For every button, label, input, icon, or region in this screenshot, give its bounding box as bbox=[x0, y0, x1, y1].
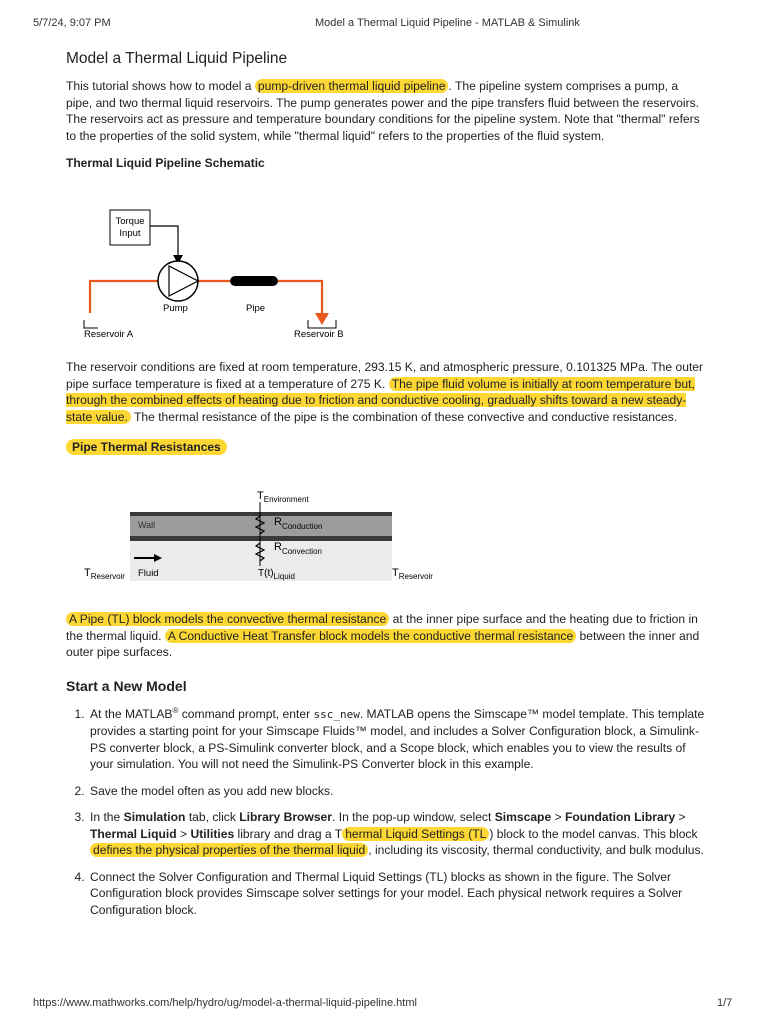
article bbox=[66, 50, 706, 170]
flow-line-left bbox=[90, 281, 158, 313]
schematic-heading: Thermal Liquid Pipeline Schematic bbox=[66, 156, 265, 170]
fluid-label: Fluid bbox=[138, 568, 159, 579]
start-new-model-heading: Start a New Model bbox=[66, 677, 187, 694]
reservoir-a-label: Reservoir A bbox=[84, 329, 134, 340]
pipe-icon bbox=[230, 276, 278, 286]
steps-list bbox=[66, 703, 706, 919]
print-datetime: 5/7/24, 9:07 PM bbox=[33, 17, 111, 29]
reservoir-a-icon bbox=[84, 320, 98, 328]
pipeline-schematic bbox=[70, 195, 370, 345]
block-models-paragraph: A Pipe (TL) block models the convective thermal resistance at the inner pipe surface and the heating due to friction in the thermal liquid. A Conductive Heat Transfer block models the conductive thermal resistance between the inner and outer pipe surfaces. bbox=[66, 612, 700, 659]
reservoir-b-label: Reservoir B bbox=[294, 329, 344, 340]
outer-wall-edge bbox=[130, 512, 392, 516]
pump-label: Pump bbox=[163, 303, 188, 314]
t-liquid-label: $T(t)_{Liquid}$ bbox=[258, 568, 295, 581]
t-reservoir-left-label: $T_{Reservoir}$ bbox=[84, 567, 125, 581]
ssc-new-code: ssc_new bbox=[313, 707, 360, 721]
article-section-3 bbox=[66, 611, 706, 928]
r-convection-label: $R_{Convection}$ bbox=[274, 541, 322, 556]
article-section-2 bbox=[66, 359, 706, 456]
step-2: 2. Save the model often as you add new blocks. bbox=[88, 783, 706, 800]
resistance-heading: Pipe Thermal Resistances bbox=[66, 439, 227, 455]
thermal-resistance-diagram bbox=[82, 486, 452, 586]
intro-paragraph: This tutorial shows how to model a pump-driven thermal liquid pipeline . The pipeline system comprises a pump, a pipe, and two thermal liquid reservoirs. The pump generates power and the pipe transfers fluid between the reservoirs. The reservoirs act as pressure and temperature boundary conditions for the pipeline system. Note that "thermal" refers to the properties of the solid system, while "thermal liquid" refers to the properties of the fluid system. bbox=[66, 79, 700, 143]
para3-highlight-2: A Conductive Heat Transfer block models the conductive thermal resistance bbox=[165, 629, 576, 643]
step-3: 3. In the Simulation tab, click Library Browser. In the pop-up window, select Simscape > Foundation Library > Thermal Liquid > Utilities library and drag a T hermal Liquid Settings (TL ) block to the model canvas. This block defines the physical properties of the thermal liquid , including its viscosity, thermal conductivity, and bulk modulus. bbox=[88, 809, 706, 859]
print-page-title: Model a Thermal Liquid Pipeline - MATLAB & Simulink bbox=[315, 17, 580, 29]
step-4: 4. Connect the Solver Configuration and Thermal Liquid Settings (TL) blocks as shown in the figure. The Solver Configuration block provides Simscape solver settings for your model. Each physical network requires a Solver Configuration block. bbox=[88, 869, 706, 919]
step3-highlight-2: defines the physical properties of the thermal liquid bbox=[90, 843, 368, 857]
para3-highlight-1: A Pipe (TL) block models the convective thermal resistance bbox=[66, 612, 389, 626]
print-page-count: 1/7 bbox=[717, 997, 733, 1009]
t-environment-label: $T_{Environment}$ bbox=[257, 490, 309, 504]
print-url[interactable]: https://www.mathworks.com/help/hydro/ug/model-a-thermal-liquid-pipeline.html bbox=[33, 997, 417, 1009]
t-reservoir-right-label: $T_{Reservoir}$ bbox=[392, 567, 433, 581]
intro-highlight: pump-driven thermal liquid pipeline bbox=[255, 79, 449, 93]
step3-highlight-1: hermal Liquid Settings (TL bbox=[342, 827, 489, 841]
flow-arrowhead bbox=[315, 313, 329, 325]
wall-label: Wall bbox=[138, 520, 156, 530]
inner-wall-edge bbox=[130, 536, 392, 541]
torque-arrow-line bbox=[150, 226, 178, 257]
torque-label-2: Input bbox=[119, 228, 141, 239]
step-1: 1. At the MATLAB® command prompt, enter ssc_new. MATLAB opens the Simscape™ model template. This template provides a starting point for your Simscape Fluids™ model, and includes a Solver Configuration block, a Simulink-PS converter block, a PS-Simulink converter block, and a Scope block, which enables you to view the results of your simulation. You will not need the Simulink-PS Converter block in this example. bbox=[88, 703, 706, 773]
para2-highlight: The pipe fluid volume is initially at room temperature but, through the combined effects of heating due to friction and conductive cooling, gradually shifts toward a new steady-state value. bbox=[66, 376, 695, 424]
flow-line-right bbox=[278, 281, 322, 315]
torque-label-1: Torque bbox=[115, 216, 145, 227]
page-title: Model a Thermal Liquid Pipeline bbox=[66, 50, 288, 67]
reservoir-conditions-paragraph: The reservoir conditions are fixed at room temperature, 293.15 K, and atmospheric pressure, 0.101325 MPa. The outer pipe surface temperature is fixed at a temperature of 275 K. The pipe fluid volume is initially at room temperature but, through the combined effects of heating due to friction and conductive cooling, gradually shifts toward a new steady-state value. The thermal resistance of the pipe is the combination of these convective and conductive resistances. bbox=[66, 360, 704, 424]
pipe-label: Pipe bbox=[246, 303, 266, 314]
r-conduction-label: $R_{Conduction}$ bbox=[274, 516, 323, 531]
